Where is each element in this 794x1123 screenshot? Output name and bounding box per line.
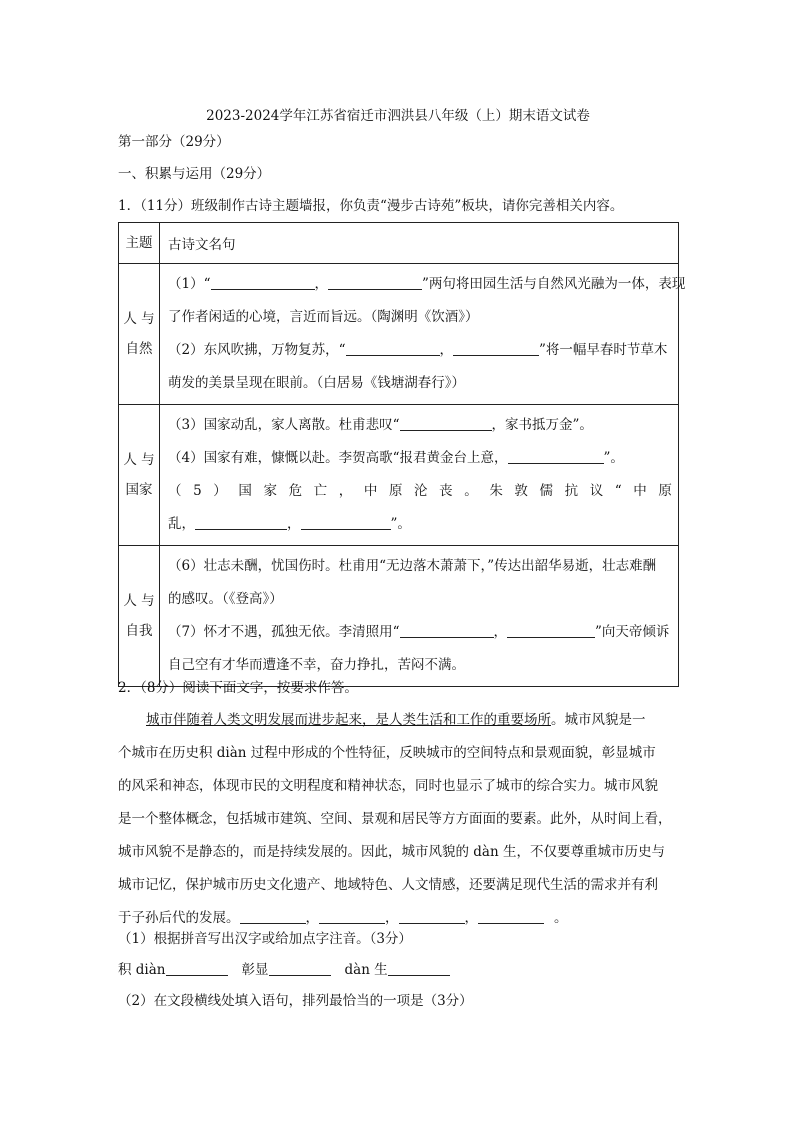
item-text: ，	[287, 516, 301, 532]
item-text: 彰显	[241, 962, 269, 978]
sub-question-1: （1）根据拼音写出汉字或给加点字注音。（3分）	[118, 931, 412, 947]
item-text: ，家书抵万金”。	[491, 417, 593, 433]
row-content	[160, 264, 686, 405]
item-5-line	[168, 508, 672, 541]
item-char: 国	[238, 483, 252, 499]
item-char: 原	[388, 483, 403, 499]
answer-blank[interactable]	[399, 908, 465, 924]
item-4-line	[168, 442, 672, 475]
table-row	[119, 264, 679, 405]
answer-blank[interactable]	[195, 514, 287, 530]
separator: 。	[554, 910, 568, 926]
passage-text: 。城市风貌是一	[551, 712, 646, 728]
item-char: 抗	[564, 483, 579, 499]
item-6-line: 的感叹。（《登高》）	[168, 591, 283, 607]
item-text: ”两句将田园生活与自然风光融为一体，表现	[422, 276, 686, 292]
answer-blank[interactable]	[400, 622, 494, 638]
header-topic: 主题	[119, 223, 160, 264]
poem-table	[118, 222, 686, 687]
topic-line: 自然	[125, 341, 153, 357]
row-content	[160, 546, 679, 687]
answer-blank[interactable]	[346, 340, 440, 356]
item-text: （4）国家有难，慷慨以赴。李贺高歌“报君黄金台上意，	[168, 450, 508, 466]
item-text: ，	[439, 342, 453, 358]
item-char: 朱	[489, 483, 503, 499]
answer-blank[interactable]	[388, 960, 450, 976]
answer-blank[interactable]	[478, 908, 544, 924]
topic-line: 人 与	[123, 452, 155, 468]
row-topic	[119, 264, 160, 405]
item-1-line	[168, 268, 686, 301]
passage	[118, 704, 678, 737]
answer-blank[interactable]	[240, 908, 306, 924]
row-topic	[119, 405, 160, 546]
item-char: 沦	[414, 483, 428, 499]
item-7-line	[168, 616, 672, 649]
item-char: 丧	[439, 483, 453, 499]
answer-blank[interactable]	[400, 415, 492, 431]
item-7-line: 自己空有才华而遭逢不幸，奋力挣扎，苦闷不满。	[168, 657, 465, 673]
header-content: 古诗文名句	[160, 223, 679, 264]
answer-blank[interactable]	[301, 514, 391, 530]
passage-line: 个城市在历史积 diàn 过程中形成的个性特征，反映城市的空间特点和景观面貌，彰显城市	[118, 745, 656, 761]
item-char: （	[168, 483, 182, 499]
answer-blank[interactable]	[319, 908, 385, 924]
item-char: 中	[633, 483, 647, 499]
answer-blank[interactable]	[166, 960, 228, 976]
item-char: 敦	[514, 483, 528, 499]
item-char: 亡	[313, 483, 328, 499]
item-text: ”将一幅早春时节草木	[539, 342, 668, 358]
passage-line: 城市记忆，保护城市历史文化遗产、地域特色、人文情感，还要满足现代生活的需求并有利	[118, 877, 658, 893]
item-char: 中	[363, 483, 378, 499]
item-5-line	[168, 475, 672, 508]
topic-line: 国家	[125, 482, 153, 498]
passage-line: 是一个整体概念，包括城市建筑、空间、景观和居民等方方面面的要素。此外，从时间上看，	[118, 811, 672, 827]
passage-line: 城市风貌不是静态的，而是持续发展的。因此，城市风貌的 dàn 生，不仅要尊重城市历史与	[118, 844, 665, 860]
topic-line: 自我	[125, 623, 153, 639]
topic-line: 人 与	[123, 311, 155, 327]
passage-text: 于子孙后代的发展。	[118, 910, 240, 926]
question-2-stem: 2．（8分）阅读下面文字，按要求作答。	[118, 680, 358, 696]
separator: ，	[385, 910, 399, 926]
separator: ，	[464, 910, 478, 926]
sub-question-2: （2）在文段横线处填入语句，排列最恰当的一项是（3分）	[118, 993, 473, 1009]
item-text: （3）国家动乱，家人离散。杜甫悲叹“	[168, 417, 400, 433]
sub-question-1-items	[118, 960, 450, 980]
item-char: 议	[589, 483, 604, 499]
item-char: ，	[338, 483, 353, 499]
item-6-line: （6）壮志未酬，忧国伤时。杜甫用“无边落木萧萧下，”传达出韶华易逝，壮志难酬	[168, 558, 657, 574]
item-text: ，	[314, 276, 328, 292]
answer-blank[interactable]	[507, 622, 595, 638]
item-2-line: 萌发的美景呈现在眼前。（白居易《钱塘湖春行》）	[168, 375, 465, 391]
answer-blank[interactable]	[211, 274, 315, 290]
item-char: 原	[658, 483, 672, 499]
part-heading: 第一部分（29分）	[118, 134, 230, 150]
answer-blank[interactable]	[328, 274, 422, 290]
answer-blank[interactable]	[453, 340, 539, 356]
table-header-row	[119, 223, 679, 264]
row-content	[160, 405, 679, 546]
item-2-line	[168, 334, 672, 367]
item-char: 5	[193, 483, 202, 499]
separator: ，	[305, 910, 319, 926]
item-text: ，	[493, 624, 507, 640]
answer-blank[interactable]	[508, 448, 604, 464]
item-char: 危	[288, 483, 303, 499]
table-row	[119, 405, 679, 546]
item-text: ”。	[603, 450, 624, 466]
answer-blank[interactable]	[269, 960, 331, 976]
item-text: （7）怀才不遇，孤独无依。李清照用“	[168, 624, 400, 640]
row-topic	[119, 546, 160, 687]
item-text: ”。	[390, 516, 411, 532]
item-1-line: 了作者闲适的心境，言近而旨远。（陶渊明《饮酒》）	[168, 309, 479, 325]
item-char: 。	[464, 483, 478, 499]
item-3-line	[168, 409, 672, 442]
section-heading: 一、积累与运用（29分）	[118, 166, 271, 182]
passage-line: 的风采和神态，体现市民的文明程度和精神状态，同时也显示了城市的综合实力。城市风貌	[118, 778, 658, 794]
underlined-sentence: 城市伴随着人类文明发展而进步起来，是人类生活和工作的重要场所	[146, 712, 551, 728]
question-1-stem: 1．（11分）班级制作古诗主题墙报，你负责“漫步古诗苑”板块，请你完善相关内容。	[118, 198, 624, 214]
item-text: 积 diàn	[118, 962, 166, 978]
exam-title: 2023-2024学年江苏省宿迁市泗洪县八年级（上）期末语文试卷	[206, 108, 590, 124]
item-text: dàn 生	[344, 962, 388, 978]
item-text: （1）“	[168, 276, 211, 292]
item-char: “	[614, 483, 622, 499]
item-text: 乱，	[168, 516, 195, 532]
item-char: 家	[263, 483, 277, 499]
item-char: 儒	[539, 483, 553, 499]
item-text: ”向天帝倾诉	[595, 624, 670, 640]
item-char: ）	[213, 483, 227, 499]
topic-line: 人 与	[123, 593, 155, 609]
item-text: （2）东风吹拂，万物复苏，“	[168, 342, 346, 358]
table-row	[119, 546, 679, 687]
